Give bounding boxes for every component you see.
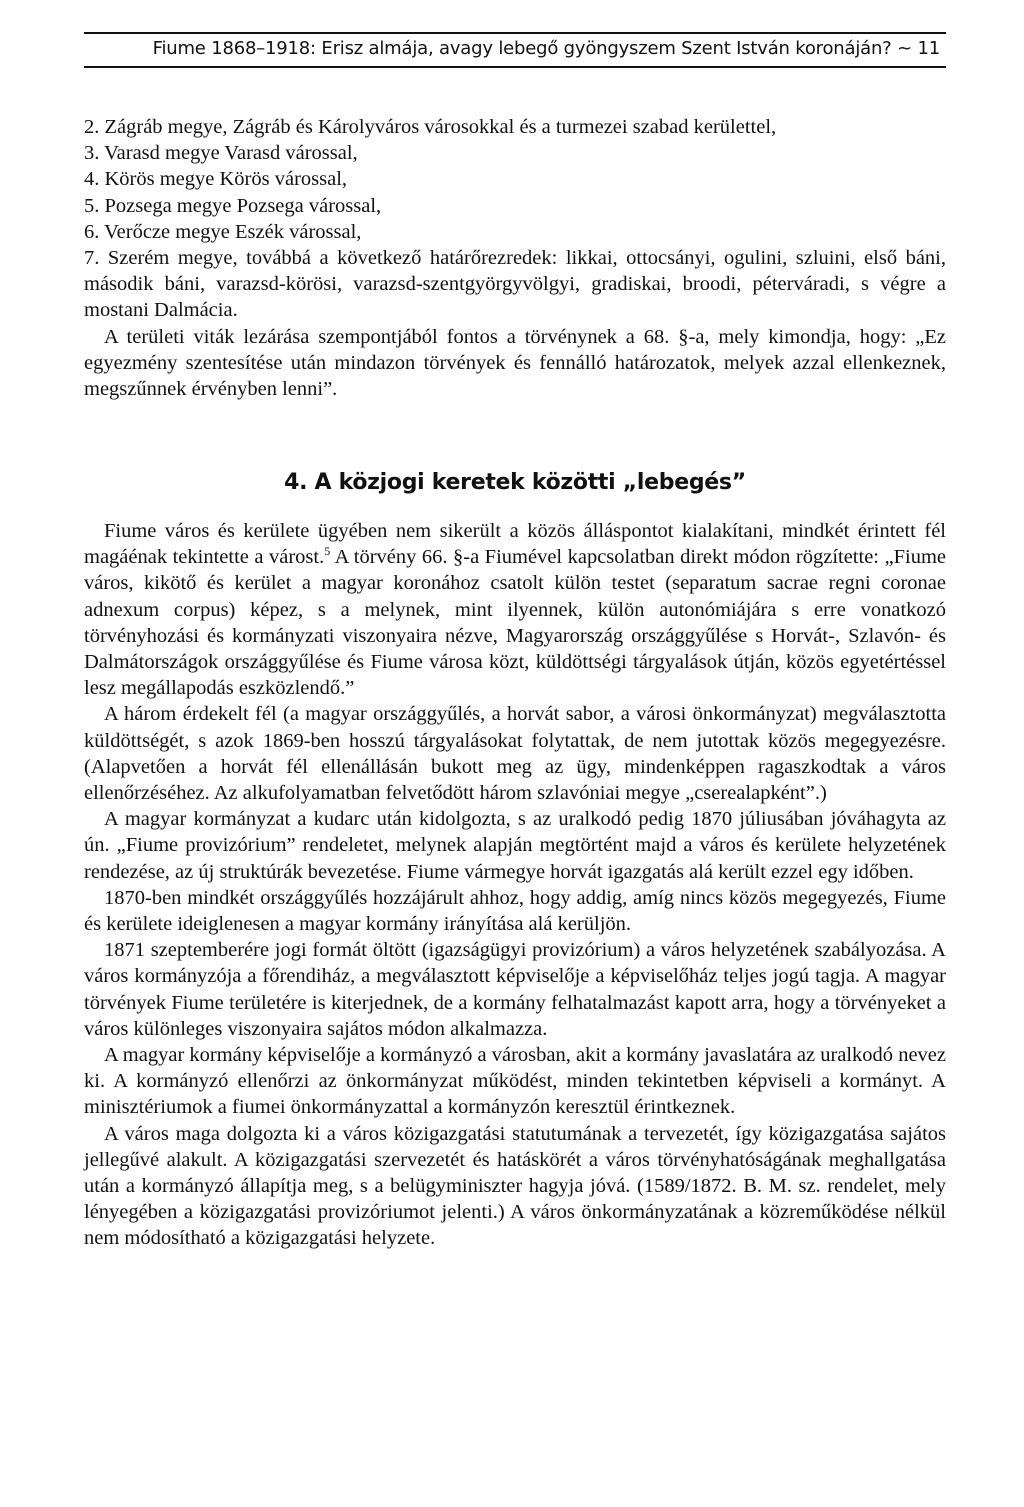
list-item-7: 7. Szerém megye, továbbá a következő határőrezredek: likkai, ottocsányi, ogulini, szluini, első báni, második báni, varazsd-körösi, varazsd-szentgyörgyvölgyi, gradiskai, broodi, péterváradi, s végre a mostani Dalmácia. — [84, 247, 946, 322]
list-item: 2. Zágráb megye, Zágráb és Károlyváros városokkal és a turmezei szabad kerülettel, — [84, 116, 777, 138]
list-item: 6. Verőcze megye Eszék várossal, — [84, 220, 362, 243]
header-line — [153, 38, 940, 59]
paragraph: A magyar kormány képviselője a kormányzó a városban, akit a kormány javaslatára az uralkodó nevez ki. A kormányzó ellenőrzi az önkormányzat működést, minden tekintetben képviseli a kormányt. A minisztériumok a fiumei önkormányzattal a kormányzón keresztül érintkeznek. — [84, 1044, 946, 1119]
running-header — [84, 32, 946, 68]
footnote-marker: 5 — [324, 544, 331, 559]
section-heading: 4. A közjogi keretek közötti „lebegés” — [284, 470, 746, 495]
list-item: 3. Varasd megye Varasd várossal, — [84, 142, 358, 165]
paragraph: A magyar kormányzat a kudarc után kidolgozta, s az uralkodó pedig 1870 júliusában jóváhagyta az ún. „Fiume provizórium” rendeletet, melynek alapján megtörtént majd a város és kerülete helyzetének rendezése, az új struktúrák bevezetése. Fiume vármegye horvát igazgatás alá került ezzel egy időben. — [84, 808, 946, 883]
paragraph: 1870-ben mindkét országgyűlés hozzájárult ahhoz, hogy addig, amíg nincs közös megegyezés, Fiume és kerülete ideiglenesen a magyar kormány irányítása alá kerüljön. — [84, 886, 946, 936]
list-item: 5. Pozsega megye Pozsega várossal, — [84, 194, 382, 217]
county-list — [84, 114, 946, 402]
paragraph: 1871 szeptemberére jogi formát öltött (igazságügyi provizórium) a város helyzetének szabályozása. A város kormányzója a főrendiház, a megválasztott képviselője a képviselőház teljes jogú tagja. A magyar törvények Fiume területére is kiterjednek, de a kormány felhatalmazást kapott arra, hogy a törvényeket a város különleges viszonyaira sajátos módon alkalmazza. — [84, 939, 946, 1040]
section-body — [84, 518, 946, 1252]
header-separator: ~ — [897, 38, 912, 59]
page-number: 11 — [917, 38, 940, 59]
paragraph — [84, 518, 946, 701]
paragraph: A város maga dolgozta ki a város közigazgatási statutumának a tervezetét, így közigazgatása sajátos jellegűvé alakult. A közigazgatási szervezetét és hatáskörét a város törvényhatóságának meghallgatása után a kormányzó állapítja meg, s a belügyminiszter hagyja jóvá. (1589/1872. B. M. sz. rendelet, mely lényegében a közigazgatási provizóriumot jelenti.) A város önkormányzatának a közreműködése nélkül nem módosítható a közigazgatási helyzete. — [84, 1122, 946, 1250]
list-item: 4. Körös megye Körös várossal, — [84, 168, 348, 191]
paragraph-text: A törvény 66. §-a Fiumével kapcsolatban direkt módon rögzítette: „Fiume város, kikötő és kerület a magyar koronához csatolt külön testet (separatum sacrae regni coronae adnexum corpus) képez, s a melynek, mint ilyennek, külön autonómiájára s erre vonatkozó törvényhozási és kormányzati viszonyaira nézve, Magyarország országgyűlése s Horvát-, Szlavón- és Dalmátországok országgyűlése és Fiume városa közt, küldöttségi tárgyalások útján, közös egyetértéssel lesz megállapodás eszközlendő.” — [84, 546, 946, 700]
header-title: Fiume 1868–1918: Erisz almája, avagy lebegő gyöngyszem Szent István koronáján? — [152, 38, 892, 59]
paragraph-text: Fiume város és kerülete ügyében nem sikerült a közös álláspontot kialakítani, mindkét érintett fél magáénak tekintette a várost. — [84, 520, 946, 569]
paragraph: A három érdekelt fél (a magyar országgyűlés, a horvát sabor, a városi önkormányzat) megválasztotta küldöttségét, s azok 1869-ben hosszú tárgyalásokat folytattak, de nem jutottak közös megegyezésre. (Alapvetően a horvát fél ellenállásán bukott meg az ügy, mindenképpen ragaszkodtak a város ellenőrzéséhez. Az alkufolyamatban felvetődött három szlavóniai megye „cserealapként”.) — [84, 703, 946, 805]
paragraph-territorial: A területi viták lezárása szempontjából fontos a törvénynek a 68. §-a, mely kimondja, hogy: „Ez egyezmény szentesítése után mindazon törvények és fennálló határozatok, melyek azzal ellenkeznek, megszűnnek érvényben lenni”. — [84, 325, 946, 401]
